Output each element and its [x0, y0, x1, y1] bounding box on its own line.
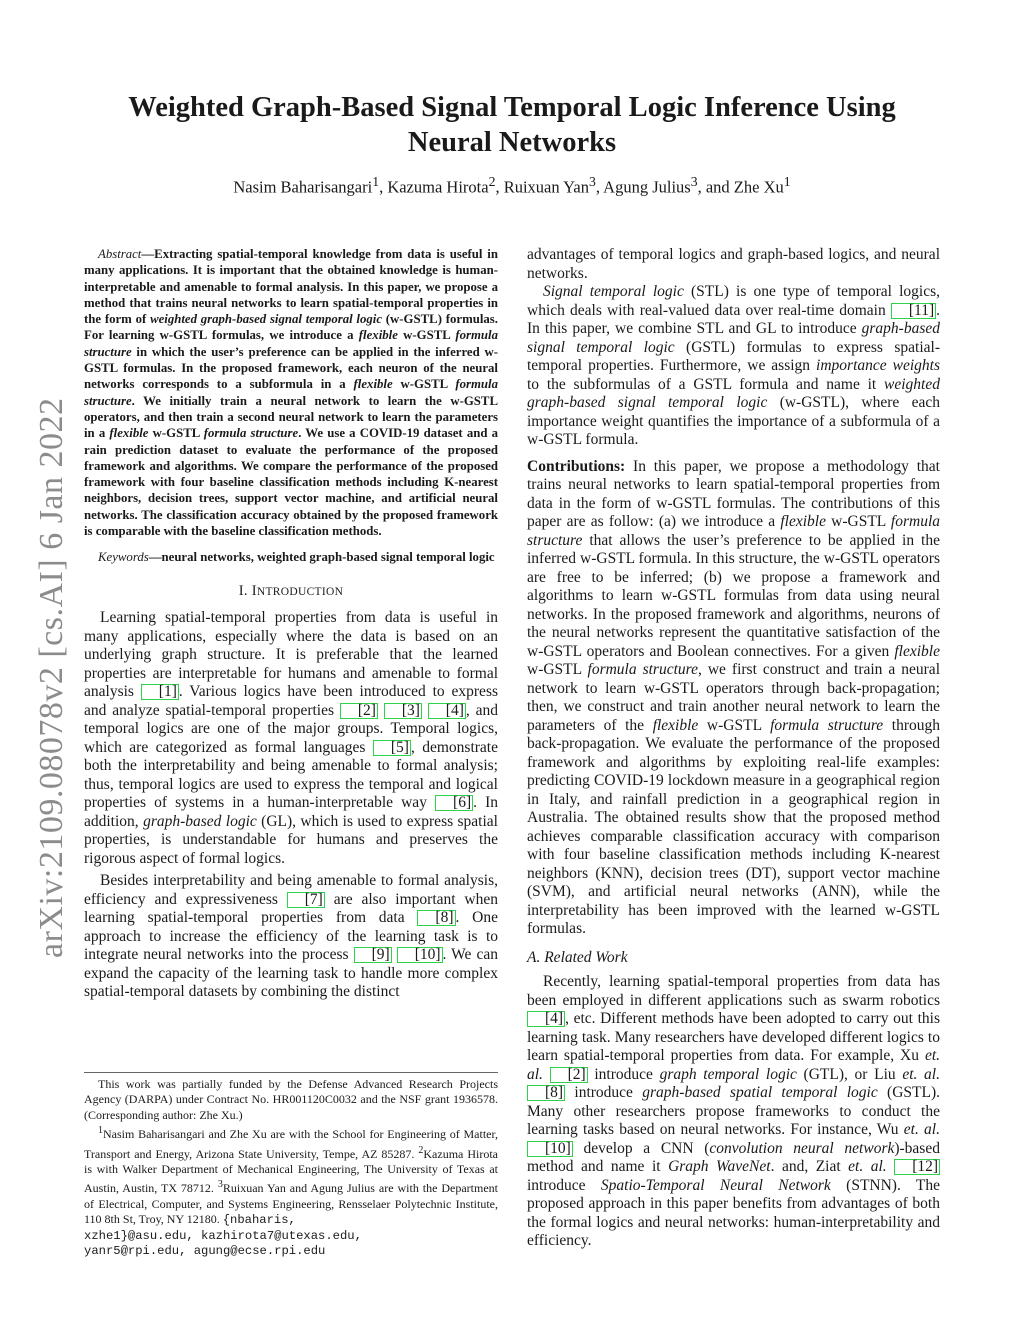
affiliation-mark: 2: [488, 174, 496, 189]
citation-link[interactable]: [8]: [417, 910, 455, 926]
related-work-paragraph: Recently, learning spatial-temporal properties from data has been employed in different applications such as swarm robotics [4] , etc. Different methods have been adopted to carry out this learning task. Many researchers have developed different logics to learn spatial-temporal properties from data. For example, Xu et. al. [2] introduce graph temporal logic (GTL), or Liu et. al. [8] introduce graph-based spatial temporal logic (GSTL). Many other researchers propose frameworks to conduct the learning tasks based on neural networks. For instance, Wu et. al. [10] develop a CNN (convolution neural network)-based method and name it Graph WaveNet. and, Ziat et. al. [12] introduce Spatio-Temporal Neural Network (STNN). The proposed approach in this paper benefits from advantages of both the formal logics and neural networks: human-interpretability and efficiency.: [527, 973, 940, 1249]
intro-paragraph-2: Besides interpretability and being amenable to formal analysis, efficiency and expressiveness [7] are also important when learning spatial-temporal properties from data [8] . One approach to increase the efficiency of the learning task is to integrate neural networks into the process [9] [10] . We can expand the capacity of the learning task to handle more complex spatial-temporal datasets by combining the distinct: [84, 872, 498, 1001]
paragraph-continued: advantages of temporal logics and graph-based logics, and neural networks.: [527, 246, 940, 282]
author-name: , Ruixuan Yan: [495, 177, 589, 197]
email-addresses: {nbaharis,: [222, 1213, 296, 1228]
citation-link[interactable]: [10]: [397, 947, 443, 963]
citation-link[interactable]: [4]: [428, 703, 466, 719]
citation-link[interactable]: [2]: [340, 703, 378, 719]
citation-link[interactable]: [2]: [550, 1067, 588, 1083]
subsection-heading-related-work: A. Related Work: [527, 948, 628, 966]
citation-link[interactable]: [4]: [527, 1011, 565, 1027]
affiliation-mark: 1: [372, 174, 380, 189]
arxiv-identifier: arXiv:2109.08078v2 [cs.AI] 6 Jan 2022: [33, 397, 70, 958]
affiliation-footnote: $^1$Nasim Baharisangari and Zhe Xu are with the School for Engineering of Matter, Transport and Energy, Arizona State University, Tempe, AZ 85287. $^2$Kazuma Hirota is with Walker Department of Mechanical Engineering, The University of Texas at Austin, Austin, TX 78712. $^3$Ruixuan Yan and Agung Julius are with the Department of Electrical, Computer, and Systems Engineering, Rensselaer Polytechnic Institute, 110 8th St, Troy, NY 12180. {nbaharis,: [84, 1125, 498, 1228]
citation-link[interactable]: [11]: [891, 303, 936, 319]
author-name: Nasim Baharisangari: [233, 177, 373, 197]
affiliation-mark: 3: [690, 174, 698, 189]
section-heading-introduction: I. INTRODUCTION: [238, 582, 344, 599]
author-name: , and Zhe Xu: [697, 177, 784, 197]
author-name: , Kazuma Hirota: [379, 177, 489, 197]
citation-link[interactable]: [9]: [354, 947, 392, 963]
email-addresses: xzhe1}@asu.edu, kazhirota7@utexas.edu,: [84, 1228, 362, 1243]
author-list: [100, 174, 924, 198]
email-addresses: yanr5@rpi.edu, agung@ecse.rpi.edu: [84, 1244, 326, 1259]
abstract: Abstract—Extracting spatial-temporal knowledge from data is useful in many applications. It is important that the obtained knowledge is human-interpretable and amenable to formal analysis. In this paper, we propose a method that trains neural networks to learn spatial-temporal properties in the form of weighted graph-based signal temporal logic (w-GSTL) formulas. For learning w-GSTL formulas, we introduce a flexible w-GSTL formula structure in which the user’s preference can be applied in the inferred w-GSTL formulas. In the proposed framework, each neuron of the neural networks corresponds to a subformula in a flexible w-GSTL formula structure. We initially train a neural network to learn the w-GSTL operators, and then train a second neural network to learn the parameters in a flexible w-GSTL formula structure. We use a COVID-19 dataset and a rain prediction dataset to evaluate the performance of the proposed framework and algorithms. We compare the performance of the proposed framework with four baseline classification methods including K-nearest neighbors, decision trees, support vector machine, and artificial neural networks. The classification accuracy obtained by the proposed framework is comparable with the baseline classification methods.: [84, 247, 498, 539]
citation-link[interactable]: [1]: [141, 684, 179, 700]
left-column: [84, 246, 498, 1006]
right-column: [527, 246, 940, 1255]
keywords: Keywords—neural networks, weighted graph-based signal temporal logic: [98, 550, 495, 565]
stl-paragraph: Signal temporal logic (STL) is one type of temporal logics, which deals with real-valued data over real-time domain [11] . In this paper, we combine STL and GL to introduce graph-based signal temporal logic (GSTL) formulas to express spatial-temporal properties. Furthermore, we assign importance weights to the subformulas of a GSTL formula and name it weighted graph-based signal temporal logic (w-GSTL), where each importance weight quantifies the importance of a subformula of a w-GSTL formula.: [527, 283, 941, 448]
citation-link[interactable]: [12]: [894, 1159, 940, 1175]
citation-link[interactable]: [5]: [373, 740, 411, 756]
citation-link[interactable]: [6]: [435, 795, 473, 811]
footnotes: [84, 1072, 498, 1259]
citation-link[interactable]: [10]: [527, 1141, 573, 1157]
citation-link[interactable]: [8]: [527, 1085, 565, 1101]
contributions-label: Contributions:: [527, 457, 626, 475]
citation-link[interactable]: [7]: [287, 892, 325, 908]
affiliation-mark: 3: [588, 174, 596, 189]
paper-title: Weighted Graph-Based Signal Temporal Logic Inference Using Neural Networks: [128, 92, 896, 158]
author-name: , Agung Julius: [595, 177, 691, 197]
citation-link[interactable]: [3]: [384, 703, 422, 719]
intro-paragraph-1: Learning spatial-temporal properties from data is useful in many applications, especially where the data is based on an underlying graph structure. It is preferable that the learned properties are interpretable for humans and amenable to formal analysis [1] . Various logics have been introduced to express and analyze spatial-temporal properties [2] [3] [4] , and temporal logics are one of the major groups. Temporal logics, which are categorized as formal languages [5] , demonstrate both the interpretability and being amenable to formal analysis; thus, temporal logics are used to express the temporal and logical properties of systems in a human-interpretable way [6] . In addition, graph-based logic (GL), which is used to express spatial properties, is understandable for humans and preserves the rigorous aspect of formal logics.: [84, 609, 499, 867]
contributions-paragraph: Contributions: In this paper, we propose a methodology that trains neural networks to learn spatial-temporal properties from data in the form of w-GSTL formulas. The contributions of this paper are as follow: (a) we introduce a flexible w-GSTL formula structure that allows the user’s preference to be applied in the inferred w-GSTL formula. In this structure, the w-GSTL operators are free to be inferred; (b) we propose a framework and algorithms to learn w-GSTL formulas from data using neural networks. In the proposed framework and algorithms, neurons of the neural networks represent the quantitative satisfaction of the w-GSTL operators and Boolean connectives. For a given flexible w-GSTL formula structure, we first construct and train a neural network to learn w-GSTL operators through back-propagation; then, we construct and train another neural network to learn the parameters of the flexible w-GSTL formula structure through back-propagation. We evaluate the performance of the proposed framework and algorithms by exploiting real-life examples: predicting COVID-19 lockdown measure in a geographical region in Italy, and rainfall prediction in a geographical region in Australia. The obtained results show that the proposed method achieves comparable classification accuracy with comparison with four baseline classification methods including K-nearest neighbors (KNN), decision trees (DT), support vector machine (SVM), and artificial neural networks (ANN), while the interpretability has been improved with the learned w-GSTL formulas.: [527, 457, 941, 937]
funding-footnote: This work was partially funded by the Defense Advanced Research Projects Agency (DARPA) under Contract No. HR001120C0032 and the NSF grant 1936578. (Corresponding author: Zhe Xu.): [84, 1077, 498, 1122]
affiliation-mark: 1: [783, 174, 791, 189]
